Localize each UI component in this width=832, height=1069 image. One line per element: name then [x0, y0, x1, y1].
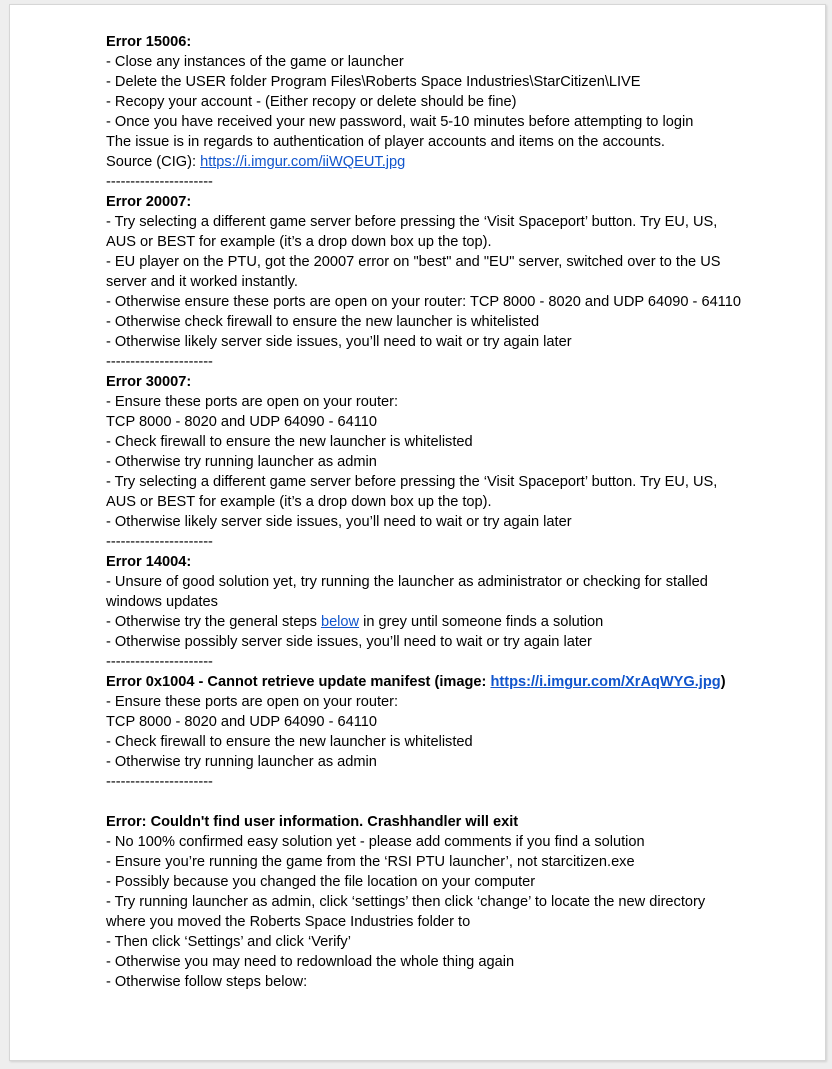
section-error-0x1004 [106, 672, 746, 812]
heading-suffix: ) [720, 674, 726, 690]
text-line: - Otherwise check firewall to ensure the new launcher is whitelisted [106, 314, 540, 330]
text-line: - Try selecting a different game server before pressing the ‘Visit Spaceport’ button. Try EU, US, AUS or BEST for example (it’s a drop down box up the top). [106, 214, 721, 250]
heading-text: Error 0x1004 - Cannot retrieve update manifest (image: [106, 674, 491, 690]
section-error-15006 [106, 32, 746, 192]
text-line-with-link [106, 612, 746, 632]
text-line: - Ensure these ports are open on your router: [106, 394, 399, 410]
text-line: - Otherwise try running launcher as admin [106, 754, 377, 770]
section-heading: Error 15006: [106, 34, 192, 50]
below-link[interactable]: below [320, 614, 360, 630]
text-line: - Ensure these ports are open on your router: [106, 694, 399, 710]
text-line: - Otherwise ensure these ports are open on your router: TCP 8000 - 8020 and UDP 64090 - 64110 [106, 294, 741, 310]
text-line: - Otherwise you may need to redownload the whole thing again [106, 954, 515, 970]
separator: ---------------------- [106, 654, 213, 670]
text-line: - Possibly because you changed the file location on your computer [106, 874, 536, 890]
text-line: - Try running launcher as admin, click ‘settings’ then click ‘change’ to locate the new directory where you moved the Roberts Space Industries folder to [106, 894, 710, 930]
separator: ---------------------- [106, 534, 213, 550]
text-line: - Try selecting a different game server before pressing the ‘Visit Spaceport’ button. Try EU, US, AUS or BEST for example (it’s a drop down box up the top). [106, 474, 721, 510]
section-error-30007 [106, 372, 746, 552]
text-line: - Unsure of good solution yet, try running the launcher as administrator or checking for stalled windows updates [106, 574, 712, 610]
source-label: Source (CIG): [106, 154, 201, 170]
text-line: - Otherwise likely server side issues, you’ll need to wait or try again later [106, 334, 572, 350]
section-heading: Error 30007: [106, 374, 192, 390]
text-line: - Ensure you’re running the game from the ‘RSI PTU launcher’, not starcitizen.exe [106, 854, 635, 870]
text-line: - Then click ‘Settings’ and click ‘Verify’ [106, 934, 351, 950]
text-line: The issue is in regards to authentication of player accounts and items on the accounts. [106, 134, 665, 150]
section-error-user-information [106, 812, 746, 992]
separator: ---------------------- [106, 774, 213, 790]
text-line: - Otherwise follow steps below: [106, 974, 308, 990]
text-fragment: - Otherwise try the general steps [106, 614, 321, 630]
section-heading: Error 14004: [106, 554, 192, 570]
source-line [106, 152, 746, 172]
text-line: - Delete the USER folder Program Files\Roberts Space Industries\StarCitizen\LIVE [106, 74, 641, 90]
section-heading: Error 20007: [106, 194, 192, 210]
text-line: - Check firewall to ensure the new launcher is whitelisted [106, 434, 473, 450]
text-line: - EU player on the PTU, got the 20007 error on "best" and "EU" server, switched over to the US server and it worked instantly. [106, 254, 725, 290]
separator: ---------------------- [106, 174, 213, 190]
document-page [9, 4, 826, 1061]
section-error-14004 [106, 552, 746, 672]
text-line: - Otherwise try running launcher as admin [106, 454, 377, 470]
text-line: - No 100% confirmed easy solution yet - please add comments if you find a solution [106, 834, 645, 850]
text-line: - Otherwise likely server side issues, you’ll need to wait or try again later [106, 514, 572, 530]
document-body[interactable] [106, 32, 746, 992]
separator: ---------------------- [106, 354, 213, 370]
text-line: TCP 8000 - 8020 and UDP 64090 - 64110 [106, 714, 377, 730]
source-link[interactable]: https://i.imgur.com/iiWQEUT.jpg [200, 154, 406, 170]
text-line: - Close any instances of the game or launcher [106, 54, 404, 70]
text-line: - Recopy your account - (Either recopy or delete should be fine) [106, 94, 517, 110]
text-fragment: in grey until someone finds a solution [359, 614, 604, 630]
section-heading: Error: Couldn't find user information. Crashhandler will exit [106, 814, 519, 830]
section-heading [106, 672, 746, 692]
text-line: - Once you have received your new password, wait 5-10 minutes before attempting to login [106, 114, 694, 130]
text-line: TCP 8000 - 8020 and UDP 64090 - 64110 [106, 414, 377, 430]
text-line: - Otherwise possibly server side issues, you’ll need to wait or try again later [106, 634, 592, 650]
text-line: - Check firewall to ensure the new launcher is whitelisted [106, 734, 473, 750]
manifest-image-link[interactable]: https://i.imgur.com/XrAqWYG.jpg [490, 674, 721, 690]
section-error-20007 [106, 192, 746, 372]
blank-line [106, 792, 746, 812]
